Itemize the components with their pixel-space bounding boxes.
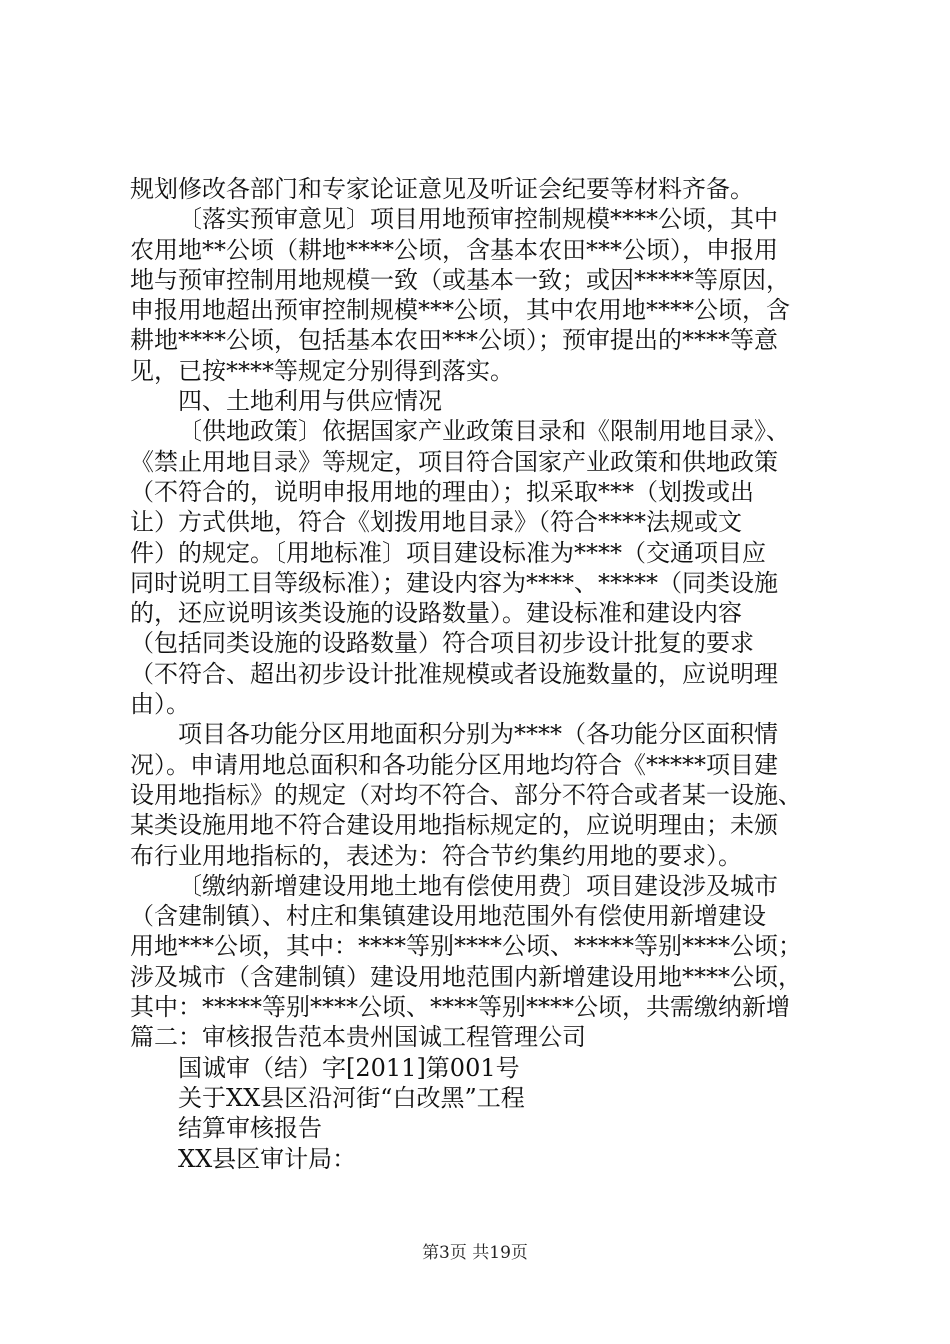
text-line: 项目各功能分区用地面积分别为****（各功能分区面积情 [178,720,778,749]
text-line: 《禁止用地目录》等规定，项目符合国家产业政策和供地政策 [130,447,778,476]
page-footer [0,1242,950,1264]
text-line: 农用地**公顷（耕地****公顷，含基本农田***公顷），申报用 [130,235,778,264]
text-line: 况）。申请用地总面积和各功能分区用地均符合《*****项目建 [130,750,778,779]
text-line: 设用地指标》的规定（对均不符合、部分不符合或者某一设施、 [130,780,802,809]
text-line: 见，已按****等规定分别得到落实。 [130,356,514,385]
text-line: （不符合、超出初步设计批准规模或者设施数量的，应说明理 [130,659,778,688]
text-line: （含建制镇）、村庄和集镇建设用地范围外有偿使用新增建设 [130,902,766,931]
text-line: （包括同类设施的设路数量）符合项目初步设计批复的要求 [130,629,754,658]
text-line: 由）。 [130,690,190,719]
text-line: 件）的规定。〔用地标准〕项目建设标准为****（交通项目应 [130,538,766,567]
text-line: 〔供地政策〕依据国家产业政策目录和《限制用地目录》、 [178,417,790,446]
text-line: 〔落实预审意见〕项目用地预审控制规模****公顷，其中 [178,205,778,234]
text-line: 〔缴纳新增建设用地土地有偿使用费〕项目建设涉及城市 [178,871,778,900]
addressee: XX县区审计局： [178,1144,357,1173]
report-title: 关于XX县区沿河街“白改黑”工程 [178,1083,525,1112]
text-line: 涉及城市（含建制镇）建设用地范围内新增建设用地****公顷， [130,962,802,991]
text-line: 同时说明工目等级标准）；建设内容为****、*****（同类设施 [130,568,778,597]
section-heading: 篇二：审核报告范本贵州国诚工程管理公司 [130,1023,586,1052]
text-line: 的，还应说明该类设施的设路数量）。建设标准和建设内容 [130,599,742,628]
section-heading: 四、土地利用与供应情况 [178,387,442,416]
text-line: （不符合的，说明申报用地的理由）；拟采取***（划拨或出 [130,477,754,506]
document-body [130,174,840,1174]
text-line: 规划修改各部门和专家论证意见及听证会纪要等材料齐备。 [130,175,754,203]
text-line: 地与预审控制用地规模一致（或基本一致；或因*****等原因， [130,265,790,294]
document-number: 国诚审（结）字[2011]第001号 [178,1053,520,1082]
text-line: 让）方式供地，符合《划拨用地目录》（符合****法规或文 [130,508,742,537]
text-line: 某类设施用地不符合建设用地指标规定的，应说明理由；未颁 [130,811,778,840]
text-line: 用地***公顷，其中：****等别****公顷、*****等别****公顷； [130,932,802,961]
report-title: 结算审核报告 [178,1114,322,1143]
text-line: 耕地****公顷，包括基本农田***公顷）；预审提出的****等意 [130,326,778,355]
page-number-label: 第3页 共19页 [422,1243,528,1263]
text-line: 申报用地超出预审控制规模***公顷，其中农用地****公顷，含 [130,296,790,325]
text-line: 其中：*****等别****公顷、****等别****公顷，共需缴纳新增 [130,993,790,1022]
text-line: 布行业用地指标的，表述为：符合节约集约用地的要求）。 [130,841,742,870]
